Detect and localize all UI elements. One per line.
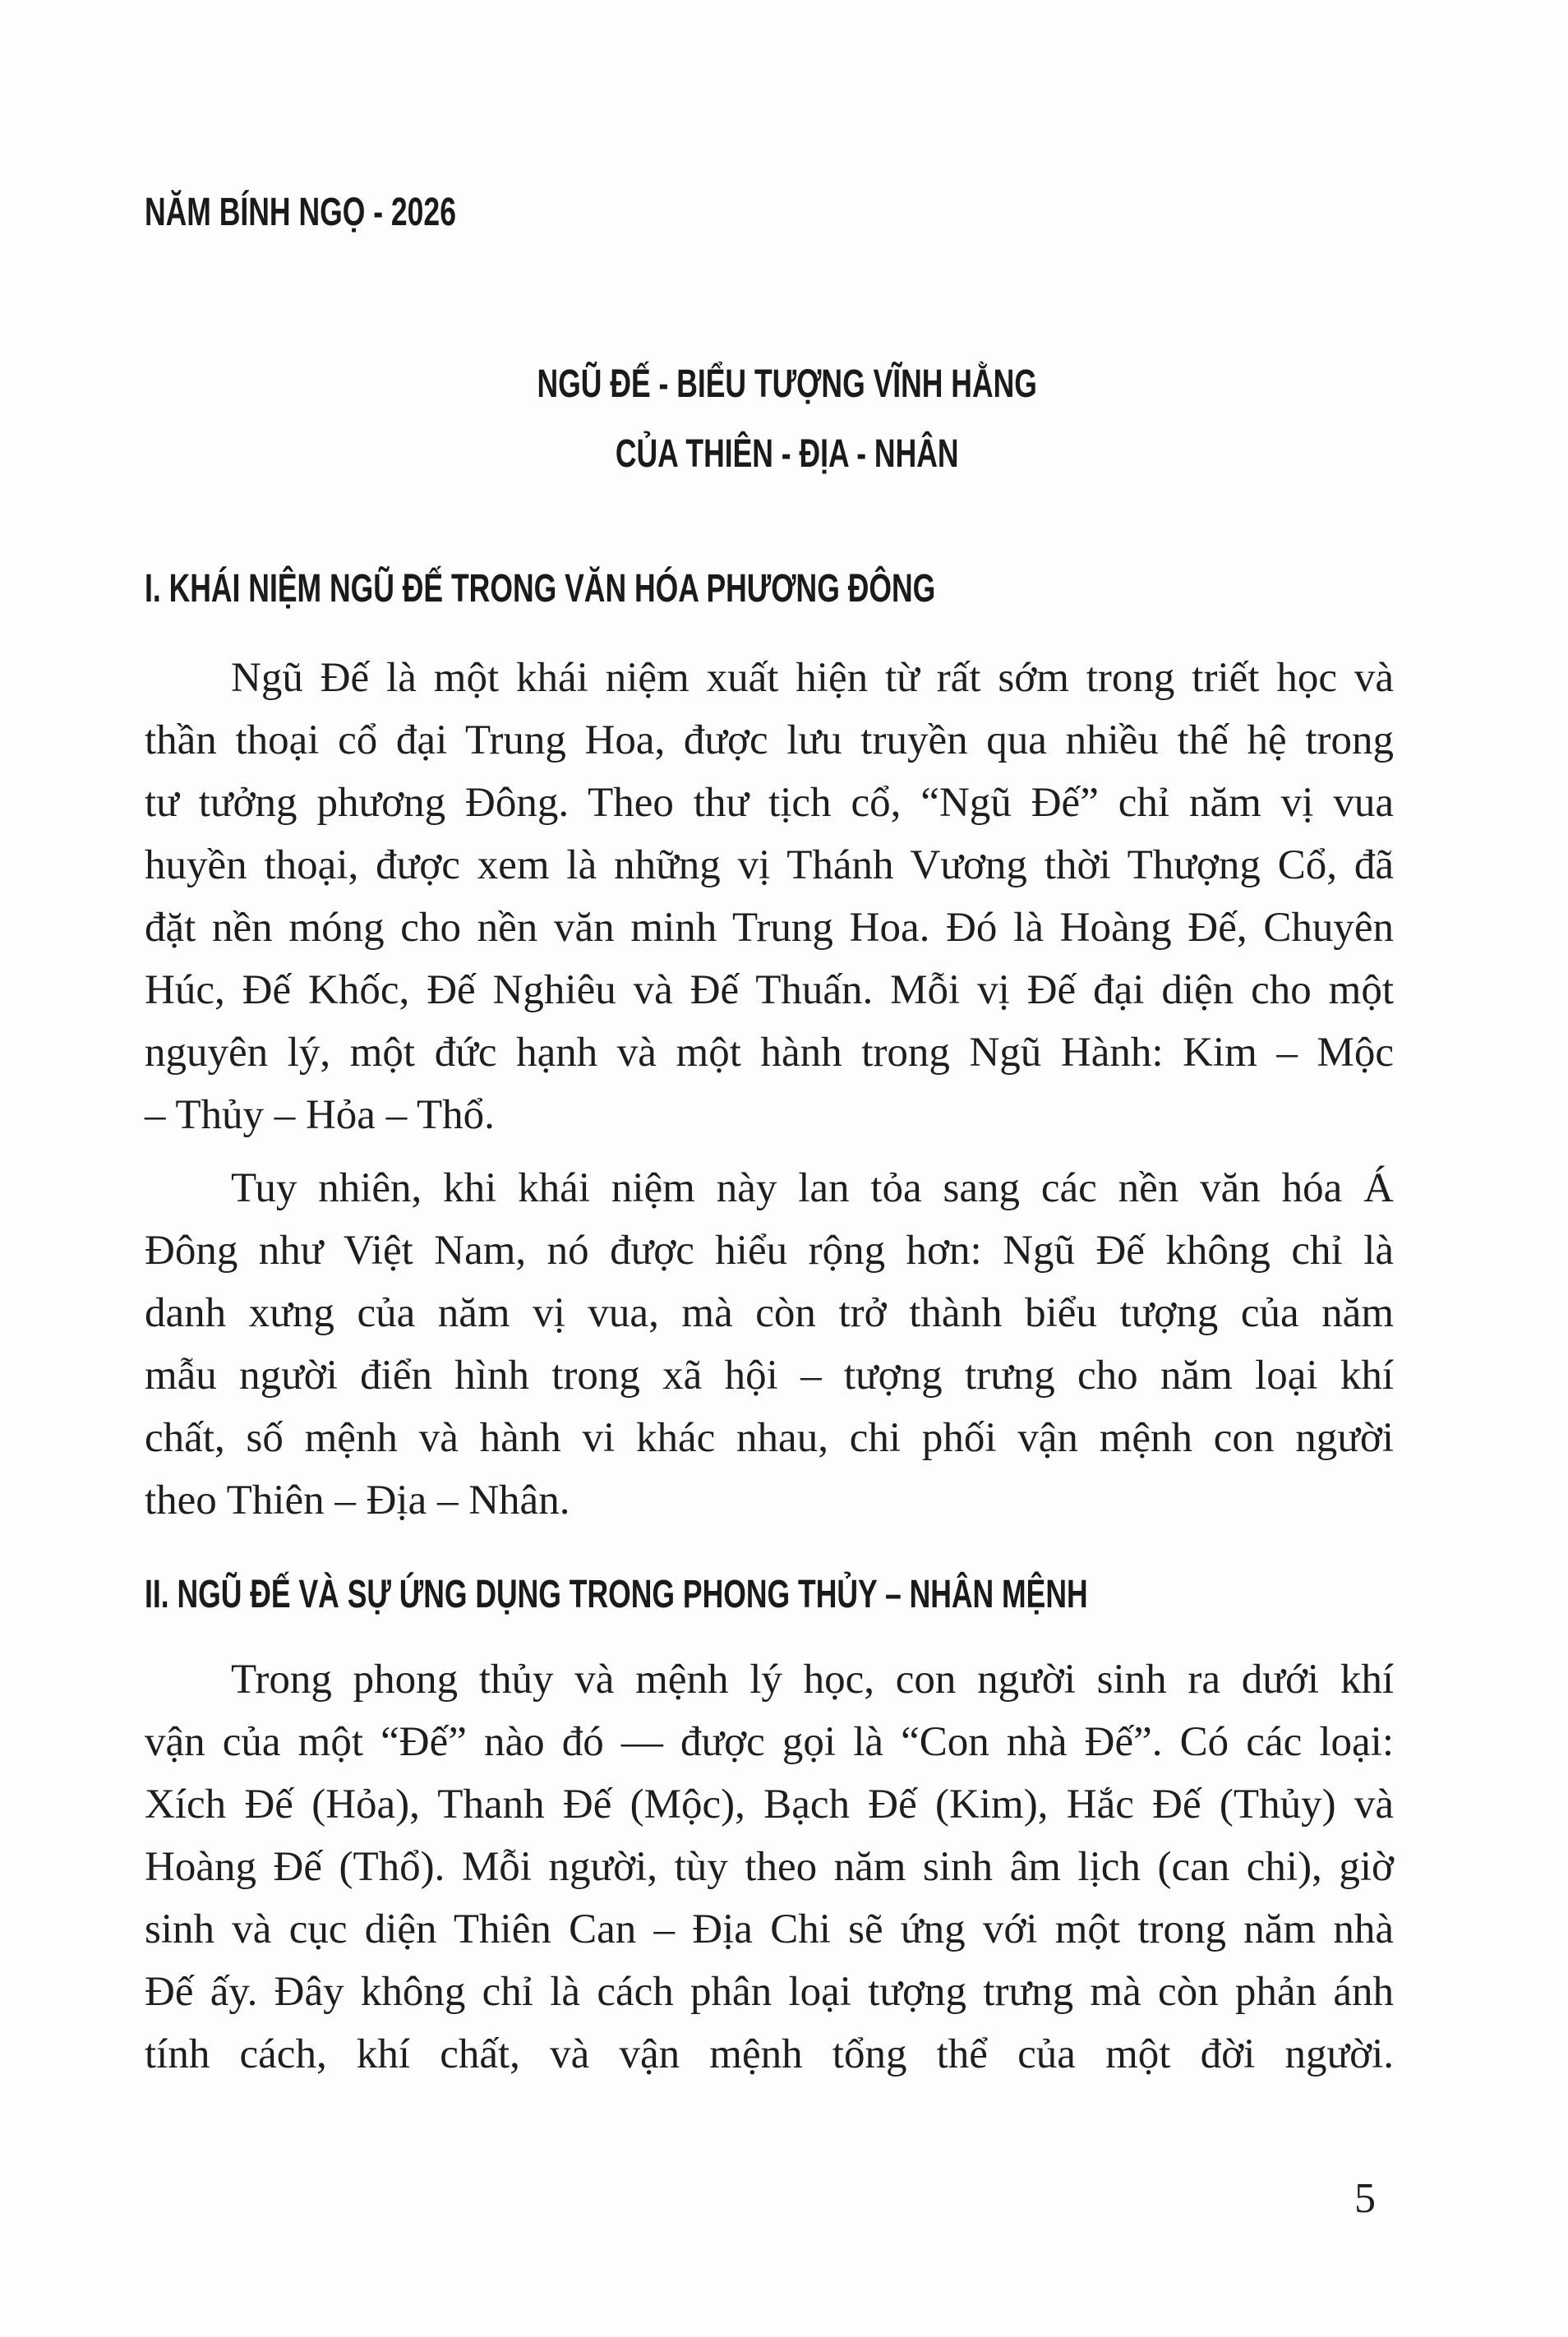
text-line: vận của một “Đế” nào đó — được gọi là “Con nhà Đế”. Có các loại: (145, 1719, 1394, 1765)
page-number: 5 (1354, 2175, 1376, 2222)
paragraph-3 (145, 1648, 1394, 2086)
text-line: sinh và cục diện Thiên Can – Địa Chi sẽ ứng với một trong năm nhà (145, 1906, 1394, 1952)
text-line: tư tưởng phương Đông. Theo thư tịch cổ, “Ngũ Đế” chỉ năm vị vua (145, 780, 1394, 826)
text-line: nguyên lý, một đức hạnh và một hành trong Ngũ Hành: Kim – Mộc (145, 1030, 1394, 1076)
text-line: Ngũ Đế là một khái niệm xuất hiện từ rất sớm trong triết học và (231, 655, 1394, 701)
title-line-1: NGŨ ĐẾ - BIỂU TƯỢNG VĨNH HẰNG (537, 362, 1037, 406)
text-line: theo Thiên – Địa – Nhân. (145, 1477, 570, 1523)
text-line: chất, số mệnh và hành vi khác nhau, chi phối vận mệnh con người (145, 1415, 1394, 1461)
paragraph-2 (145, 1157, 1394, 1532)
text-line: huyền thoại, được xem là những vị Thánh Vương thời Thượng Cổ, đã (145, 842, 1394, 888)
text-line: mẫu người điển hình trong xã hội – tượng trưng cho năm loại khí (145, 1353, 1394, 1399)
section-2-heading: II. NGŨ ĐẾ VÀ SỰ ỨNG DỤNG TRONG PHONG THỦY – NHÂN MỆNH (145, 1573, 1088, 1616)
title-line-2: CỦA THIÊN - ĐỊA - NHÂN (615, 432, 959, 476)
text-line: Trong phong thủy và mệnh lý học, con người sinh ra dưới khí (231, 1657, 1394, 1703)
text-line: – Thủy – Hỏa – Thổ. (145, 1092, 495, 1138)
text-line: Húc, Đế Khốc, Đế Nghiêu và Đế Thuấn. Mỗi vị Đế đại diện cho một (145, 967, 1394, 1013)
text-line: Đế ấy. Đây không chỉ là cách phân loại tượng trưng mà còn phản ánh (145, 1969, 1394, 2015)
text-line: đặt nền móng cho nền văn minh Trung Hoa. Đó là Hoàng Đế, Chuyên (145, 905, 1394, 951)
text-line: Hoàng Đế (Thổ). Mỗi người, tùy theo năm sinh âm lịch (can chi), giờ (145, 1844, 1394, 1890)
text-line: tính cách, khí chất, và vận mệnh tổng thể của một đời người. (145, 2031, 1394, 2077)
text-line: danh xưng của năm vị vua, mà còn trở thành biểu tượng của năm (145, 1290, 1394, 1336)
text-line: Tuy nhiên, khi khái niệm này lan tỏa sang các nền văn hóa Á (231, 1165, 1394, 1211)
text-line: Xích Đế (Hỏa), Thanh Đế (Mộc), Bạch Đế (Kim), Hắc Đế (Thủy) và (145, 1782, 1394, 1828)
running-header: NĂM BÍNH NGỌ - 2026 (145, 191, 456, 234)
text-line: Đông như Việt Nam, nó được hiểu rộng hơn: Ngũ Đế không chỉ là (145, 1228, 1394, 1274)
text-line: thần thoại cổ đại Trung Hoa, được lưu truyền qua nhiều thế hệ trong (145, 717, 1394, 763)
section-1-heading: I. KHÁI NIỆM NGŨ ĐẾ TRONG VĂN HÓA PHƯƠNG ĐÔNG (145, 567, 936, 611)
paragraph-1 (145, 647, 1394, 1146)
